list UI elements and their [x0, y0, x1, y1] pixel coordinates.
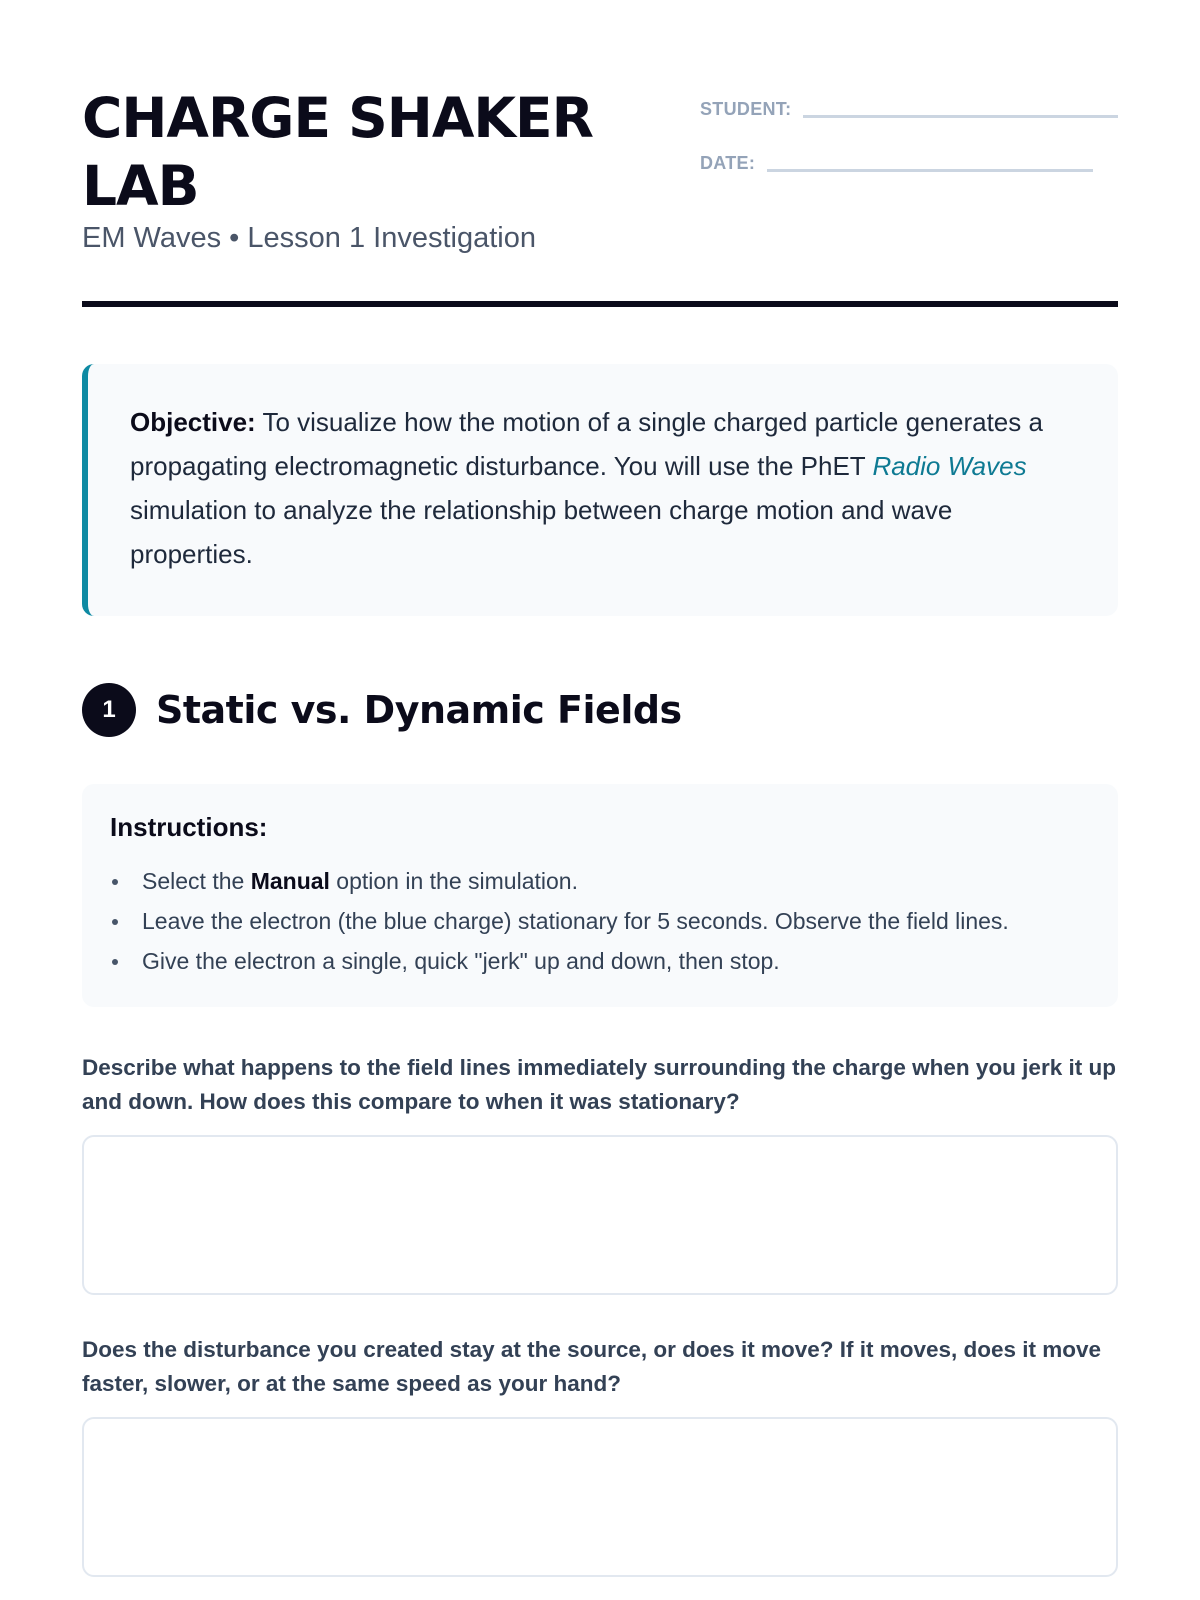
objective-label: Objective: — [130, 407, 256, 437]
date-label: DATE: — [700, 153, 756, 173]
header-divider — [82, 301, 1118, 307]
simulation-name: Radio Waves — [872, 451, 1027, 481]
section-heading — [82, 682, 1118, 738]
student-info — [700, 88, 1118, 196]
objective-text-end: simulation to analyze the relationship between charge motion and wave properties. — [130, 495, 953, 569]
objective-callout — [82, 364, 1118, 616]
section-title: Static vs. Dynamic Fields — [156, 688, 682, 732]
question-2 — [82, 1333, 1118, 1577]
date-field[interactable] — [767, 169, 1093, 172]
instructions-title: Instructions: — [110, 812, 268, 842]
instruction-text: option in the simulation. — [329, 868, 578, 894]
list-item — [110, 941, 1090, 981]
date-row — [700, 142, 1118, 174]
instruction-text: Give the electron a single, quick "jerk" up and down, then stop. — [142, 948, 780, 974]
page-subtitle: EM Waves • Lesson 1 Investigation — [82, 222, 536, 254]
list-item — [110, 901, 1090, 941]
instruction-text: Leave the electron (the blue charge) stationary for 5 seconds. Observe the field lines. — [142, 908, 1009, 934]
list-item — [110, 861, 1090, 901]
instructions-list — [110, 861, 1090, 981]
instructions-panel — [82, 784, 1118, 1007]
question-prompt: Describe what happens to the field lines immediately surrounding the charge when you jerk it up and down. How does this compare to when it was stationary? — [82, 1055, 1116, 1114]
question-1 — [82, 1051, 1118, 1295]
instruction-text: Select the — [142, 868, 251, 894]
page-title: CHARGE SHAKER LAB — [82, 86, 593, 218]
student-name-field[interactable] — [803, 115, 1118, 118]
objective-text-start: To visualize how the motion of a single charged particle generates a propagating electromagnetic disturbance. You will use the PhET — [130, 407, 1043, 481]
section-number-badge: 1 — [82, 683, 136, 737]
worksheet-header — [82, 0, 1118, 306]
answer-box-2[interactable] — [82, 1417, 1118, 1577]
student-label: STUDENT: — [700, 99, 792, 119]
student-row — [700, 88, 1118, 120]
question-prompt: Does the disturbance you created stay at the source, or does it move? If it moves, does it move faster, slower, or at the same speed as your hand? — [82, 1337, 1102, 1396]
answer-box-1[interactable] — [82, 1135, 1118, 1295]
instruction-emphasis: Manual — [250, 868, 330, 894]
